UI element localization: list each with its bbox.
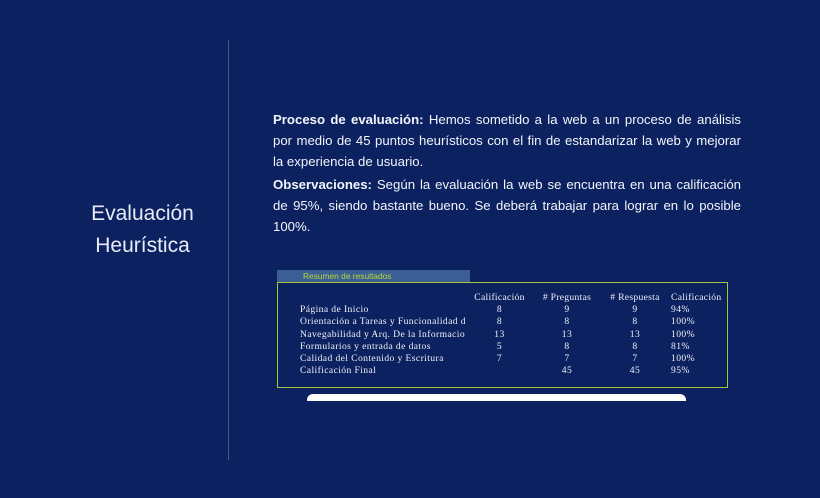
row-name: Formularios y entrada de datos	[300, 340, 431, 352]
row-name: Calidad del Contenido y Escritura	[300, 352, 444, 364]
header-calificacion: Calificación	[474, 292, 525, 303]
row-preguntas: 45	[561, 365, 573, 377]
header-respuesta: # Respuesta	[610, 292, 660, 303]
row-name: Calificación Final	[300, 365, 377, 377]
bottom-bar-decoration	[307, 394, 686, 401]
table-row	[278, 341, 727, 353]
row-porcentaje: 100%	[671, 328, 695, 340]
process-paragraph	[273, 109, 741, 172]
results-table-box	[277, 282, 728, 388]
row-preguntas: 7	[564, 352, 570, 364]
row-name: Navegabilidad y Arq. De la Informacio	[300, 328, 466, 340]
row-name: Página de Inicio	[300, 304, 369, 316]
row-preguntas: 8	[564, 340, 570, 352]
row-calificacion: 13	[494, 328, 505, 340]
process-text: Hemos sometido a la web a un proceso de análisis por medio de 45 puntos heurísticos con el fin de estandarizar la web y mejorar la experiencia de usuario.	[273, 112, 741, 169]
row-calificacion: 8	[496, 316, 503, 328]
row-respuesta: 8	[632, 340, 638, 352]
slide-title	[60, 198, 225, 262]
row-preguntas: 13	[561, 328, 573, 340]
row-respuesta: 8	[632, 316, 638, 328]
observations-text: Según la evaluación la web se encuentra en una calificación de 95%, siendo bastante bueno. Se deberá trabajar para lograr en lo posible 100%.	[273, 177, 741, 234]
table-row-total	[278, 365, 727, 377]
slide-title-line2: Heurística	[95, 234, 190, 257]
row-porcentaje: 100%	[671, 352, 695, 364]
results-table	[278, 292, 727, 377]
slide-title-line1: Evaluación	[91, 202, 194, 225]
row-respuesta: 9	[632, 304, 638, 316]
observations-label: Observaciones:	[273, 177, 372, 192]
vertical-divider	[228, 40, 229, 460]
row-respuesta: 45	[629, 365, 641, 377]
row-porcentaje: 81%	[671, 340, 690, 352]
row-porcentaje: 94%	[671, 304, 690, 316]
row-porcentaje: 100%	[671, 316, 695, 328]
table-header-row	[278, 292, 727, 304]
row-respuesta: 7	[632, 352, 638, 364]
row-respuesta: 13	[629, 328, 641, 340]
row-preguntas: 8	[564, 316, 570, 328]
header-calificacion-pct: Calificación	[671, 292, 722, 303]
row-preguntas: 9	[564, 304, 570, 316]
observations-paragraph	[273, 174, 741, 237]
table-row	[278, 316, 727, 328]
process-label: Proceso de evaluación:	[273, 112, 424, 127]
table-row	[278, 353, 727, 365]
row-porcentaje: 95%	[671, 365, 690, 377]
row-calificacion: 7	[496, 352, 503, 364]
row-name: Orientación a Tareas y Funcionalidad d	[300, 316, 466, 328]
header-preguntas: # Preguntas	[542, 292, 592, 303]
table-row	[278, 329, 727, 341]
table-row	[278, 304, 727, 316]
row-calificacion: 5	[496, 340, 503, 352]
row-calificacion: 8	[496, 304, 503, 316]
results-tab: Resumen de resultados	[277, 270, 470, 282]
